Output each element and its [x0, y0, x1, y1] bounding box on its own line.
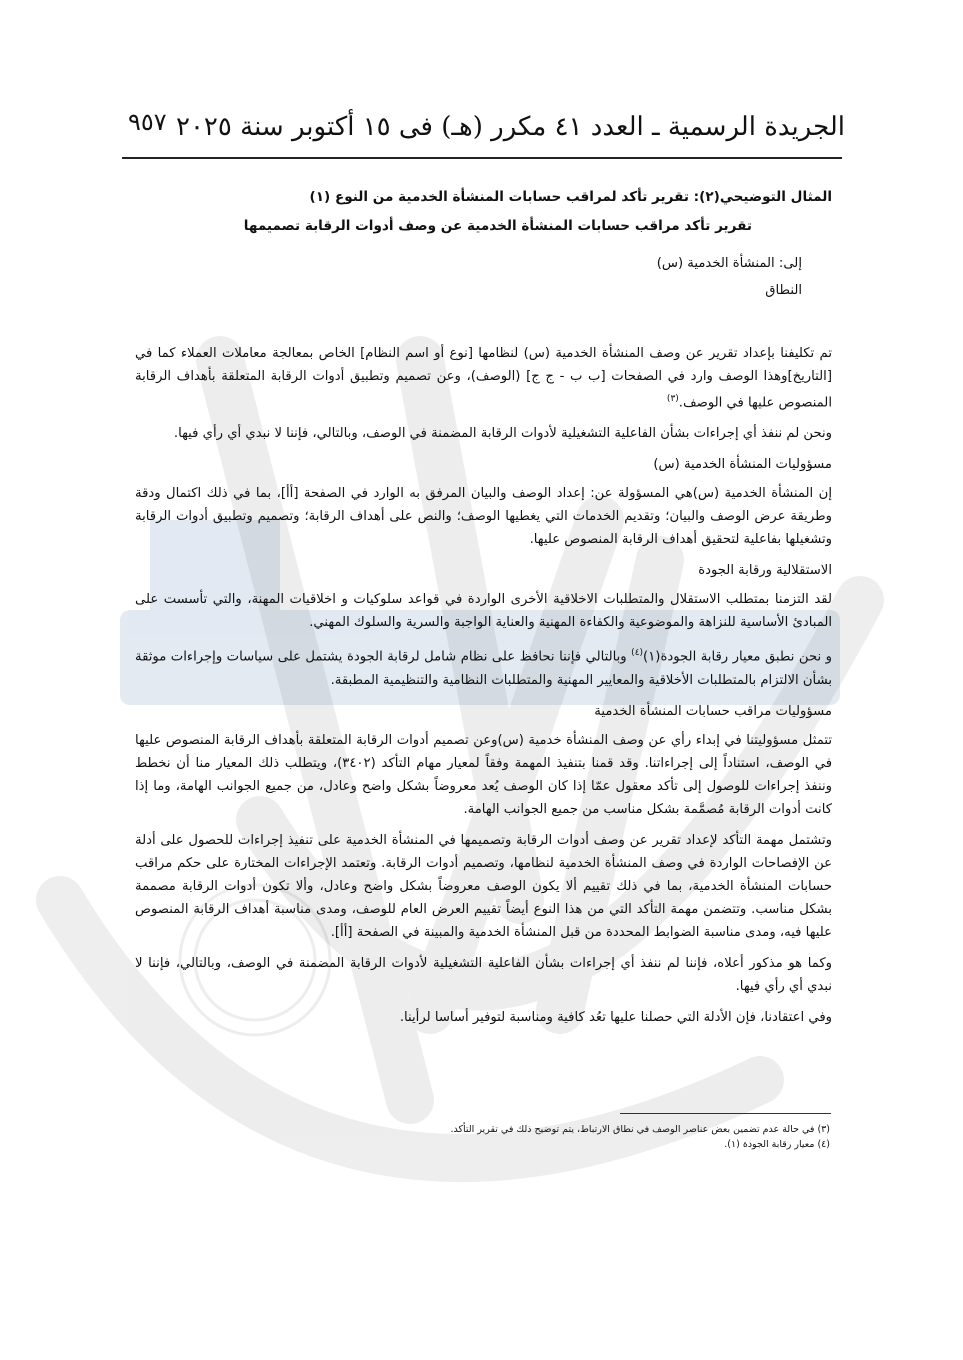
quality-text-b: وبالتالي فإننا نحافظ على نظام شامل لرقابة الجودة يشتمل على سياسات وإجراءات موثقة بشأن الالتزام بالمتطلبات الأخلاقية والمعايير المهنية والمتطلبات النظامية والتنظيمية المطبقة.	[135, 649, 832, 688]
footnote-divider	[620, 1113, 831, 1114]
addressee: إلى: المنشأة الخدمية (س)	[656, 256, 802, 271]
scope-heading: النطاق	[765, 283, 802, 298]
auditor-paragraph-1: تتمثل مسؤوليتنا في إبداء رأي عن وصف المنشأة خدمية (س)وعن تصميم أدوات الرقابة المتعلقة بأهداف الرقابة المنصوص عليها في الوصف، استناداً إلى إجراءاتنا. وقد قمنا بتنفيذ المهمة وفقاً لمعيار مهام التأكد (٣٤٠٢)، ويتطلب ذلك المعيار منا أن نخطط وننفذ إجراءات للوصول إلى تأكد معقول عمّا إذا كان الوصف يُعد معروضاً بشكل واضح وعادل، من جميع الجوانب الهامة، وما إذا كانت أدوات الرقابة مُصمَّمة بشكل مناسب من جميع الجوانب الهامة.	[135, 732, 832, 817]
page-number: ٩٥٧	[128, 108, 167, 136]
auditor-paragraph-4: وفي اعتقادنا، فإن الأدلة التي حصلنا عليها تعُد كافية ومناسبة لتوفير أساسا لرأينا.	[399, 1009, 832, 1025]
footnote-ref-3[interactable]: (٣)	[666, 394, 679, 404]
document-body	[135, 186, 832, 1037]
auditor-heading: مسؤوليات مراقب حسابات المنشأة الخدمية	[594, 703, 832, 719]
quality-control-paragraph	[135, 642, 832, 691]
report-title: تقرير تأكد مراقب حسابات المنشأة الخدمية عن وصف أدوات الرقابة تصميمها	[243, 218, 752, 234]
footnote-3: (٣) في حالة عدم تضمين بعض عناصر الوصف في نطاق الارتباط، يتم توضيح ذلك في تقرير التأكد.	[450, 1124, 830, 1135]
page-header	[120, 104, 845, 154]
auditor-paragraph-3: وكما هو مذكور أعلاه، فإننا لم ننفذ أي إجراءات بشأن الفاعلية التشغيلية لأدوات الرقابة المضمنة في الوصف، وبالتالي، فإننا لا نبدي أي رأي فيها.	[135, 955, 832, 994]
gazette-title: الجريدة الرسمية ـ العدد ٤١ مكرر (هـ) فى ١٥ أكتوبر سنة ٢٠٢٥	[176, 112, 845, 142]
scope-paragraph	[135, 342, 832, 414]
header-divider	[122, 157, 842, 159]
service-org-paragraph: إن المنشأة الخدمية (س)هي المسؤولة عن: إعداد الوصف والبيان المرفق به الوارد في الصفحة [أأ]، بما في ذلك اكتمال ودقة وطريقة عرض الوصف والبيان؛ وتقديم الخدمات التي يغطيها الوصف؛ والنص على أهداف الرقابة؛ وتصميم وتطبيق أدوات الرقابة وتشغيلها بفاعلية لتحقيق أهداف الرقابة المنصوص عليها.	[135, 486, 832, 548]
scope-paragraph-2: ونحن لم ننفذ أي إجراءات بشأن الفاعلية التشغيلية لأدوات الرقابة المضمنة في الوصف، وبالتالي، فإننا لا نبدي أي رأي فيها.	[173, 426, 832, 442]
footnote-4: (٤) معيار رقابة الجودة (١).	[724, 1139, 830, 1150]
scope-text: تم تكليفنا بإعداد تقرير عن وصف المنشأة الخدمية (س) لنظامها [نوع أو اسم النظام] الخاص بمعالجة معاملات العملاء كما في [التاريخ]وهذا الوصف وارد في الصفحات [ب ب - ج ج] (الوصف)، وعن تصميم وتطبيق أدوات الرقابة المتعلقة بأهداف الرقابة المنصوص عليها في الوصف.	[135, 346, 832, 411]
independence-paragraph: لقد التزمنا بمتطلب الاستقلال والمتطلبات الاخلاقية الأخرى الواردة في قواعد سلوكيات و اخلاقيات المهنة، والتي تأسست على المبادئ الأساسية للنزاهة والموضوعية والكفاءة المهنية والعناية الواجبة والسرية والسلوك المهني.	[135, 592, 832, 631]
footnotes	[380, 1122, 830, 1152]
footnote-ref-4[interactable]: (٤)	[631, 648, 644, 659]
auditor-paragraph-2: وتشتمل مهمة التأكد لإعداد تقرير عن وصف أدوات الرقابة وتصميمها في المنشأة الخدمية على تنفيذ إجراءات للحصول على أدلة عن الإفصاحات الواردة في وصف المنشأة الخدمية لنظامها، وتصميم أدوات الرقابة. وتعتمد الإجراءات المختارة على حكم مراقب حسابات المنشأة الخدمية، بما في ذلك تقييم ألا يكون الوصف معروضاً بشكل واضح وعادل، وألا تكون أدوات الرقابة مصممة بشكل مناسب. وتتضمن مهمة التأكد التي من هذا النوع أيضاً تقييم العرض العام للوصف، ومدى مناسبة أهداف الرقابة المنصوص عليها فيه، ومدى مناسبة الضوابط المحددة من قبل المنشأة الخدمية والمبينة في الصفحة [أأ].	[135, 832, 832, 940]
example-title: المثال التوضيحي(٢): تقرير تأكد لمراقب حسابات المنشأة الخدمية من النوع (١)	[309, 189, 832, 205]
independence-heading: الاستقلالية ورقابة الجودة	[698, 563, 832, 579]
quality-text-a: و نحن نطبق معيار رقابة الجودة(١)	[643, 649, 832, 665]
service-org-heading: مسؤوليات المنشأة الخدمية (س)	[653, 457, 832, 473]
